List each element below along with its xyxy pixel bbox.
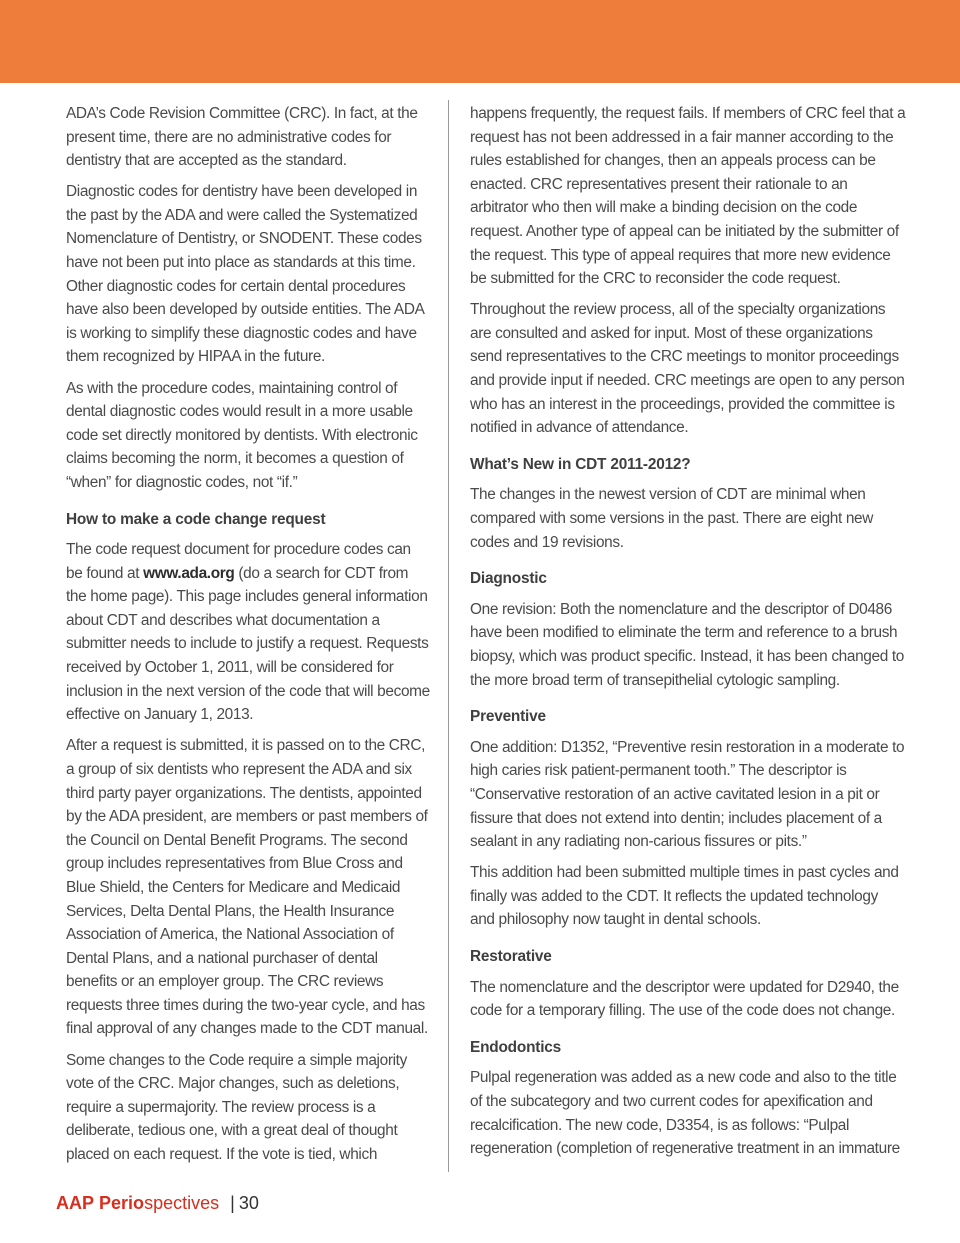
paragraph: This addition had been submitted multiple times in past cycles and finally was added to the CDT. It reflects the updated technology and philosophy now taught in dental schools. [470,864,899,929]
paragraph: ADA’s Code Revision Committee (CRC). In fact, at the present time, there are no administrative codes for dentistry that are accepted as the standard. [66,105,418,170]
header-band [0,0,960,83]
section-heading-restorative: Restorative [470,948,552,965]
paragraph: Some changes to the Code require a simple majority vote of the CRC. Major changes, such as deletions, require a supermajority. The review process is a deliberate, tedious one, with a great deal of thought placed on each request. If the vote is tied, which [66,1051,407,1163]
brand-perio: Perio [99,1193,145,1213]
section-heading-preventive: Preventive [470,708,546,726]
column-divider [448,100,449,1172]
section-heading-code-change: How to make a code change request [66,510,326,528]
brand-aap: AAP [56,1193,95,1213]
page-footer [56,1190,259,1216]
paragraph: One revision: Both the nomenclature and the descriptor of D0486 have been modified to eliminate the term and reference to a brush biopsy, which was product specific. Instead, it has been changed to the more broad term of transepithelial cytologic sampling. [470,600,904,689]
ada-website-link[interactable]: www.ada.org [143,564,235,582]
paragraph-text: The code request document for procedure codes can be found at [66,541,411,582]
paragraph: The changes in the newest version of CDT are minimal when compared with some versions in the past. There are eight new codes and 19 revisions. [470,486,874,551]
paragraph [66,538,431,727]
paragraph-text: (do a search for CDT from the home page). This page includes general information about CDT and describes what documentation a submitter needs to include to justify a request. Requests received by October 1, 2011, will be considered for inclusion in the next version of the code that will become effective on January 1, 2013. [66,564,430,724]
paragraph: After a request is submitted, it is passed on to the CRC, a group of six dentists who represent the ADA and six third party payer organizations. The dentists, appointed by the ADA president, are members or past members of the Council on Dental Benefit Programs. The second group includes representatives from Blue Cross and Blue Shield, the Centers for Medicare and Medicaid Services, Delta Dental Plans, the Health Insurance Association of America, the National Association of Dental Plans, and a national purchaser of dental benefits or an employer group. The CRC reviews requests three times during the two-year cycle, and has final approval of any changes made to the CDT manual. [66,737,428,1038]
page-number: 30 [238,1193,259,1213]
paragraph: As with the procedure codes, maintaining control of dental diagnostic codes would result in a more usable code set directly monitored by dentists. With electronic claims becoming the norm, it becomes a question of “when” for diagnostic codes, not “if.” [66,379,418,491]
paragraph: happens frequently, the request fails. If members of CRC feel that a request has not been addressed in a fair manner according to the rules established for changes, then an appeals process can be enacted. CRC representatives present their rationale to an arbitrator who then will make a binding decision on the code request. Another type of appeal can be initiated by the submitter of the request. This type of appeal requires that more new evidence be submitted for the CRC to reconsider the code request. [470,105,906,288]
paragraph: Pulpal regeneration was added as a new code and also to the title of the subcategory and two current codes for apexification and recalcification. The new code, D3354, is as follows: “Pulpal regeneration (completion of regenerative treatment in an immature [470,1069,900,1158]
left-column [66,102,431,1174]
paragraph: One addition: D1352, “Preventive resin restoration in a moderate to high caries risk patient-permanent tooth.” The descriptor is “Conservative restoration of an active cavitated lesion in a pit or fissure that does not extend into dentin; includes placement of a sealant in any radiating non-carious fissures or pits.” [470,738,905,851]
right-column [470,102,906,1168]
paragraph: The nomenclature and the descriptor were updated for D2940, the code for a temporary filling. The use of the code does not change. [470,978,899,1020]
paragraph: Throughout the review process, all of the specialty organizations are consulted and asked for input. Most of these organizations send representatives to the CRC meetings to monitor proceedings and provide input if needed. CRC meetings are open to any person who has an interest in the proceedings, provided the committee is notified in advance of attendance. [470,301,905,437]
footer-separator: | [230,1193,235,1213]
section-heading-whats-new: What’s New in CDT 2011-2012? [470,455,691,473]
paragraph: Diagnostic codes for dentistry have been developed in the past by the ADA and were called the Systematized Nomenclature of Dentistry, or SNODENT. These codes have not been put into place as standards at this time. Other diagnostic codes for certain dental procedures have also been developed by outside entities. The ADA is working to simplify these diagnostic codes and have them recognized by HIPAA in the future. [66,183,424,366]
brand-spectives: spectives [144,1193,220,1213]
section-heading-endodontics: Endodontics [470,1038,561,1056]
section-heading-diagnostic: Diagnostic [470,570,547,588]
